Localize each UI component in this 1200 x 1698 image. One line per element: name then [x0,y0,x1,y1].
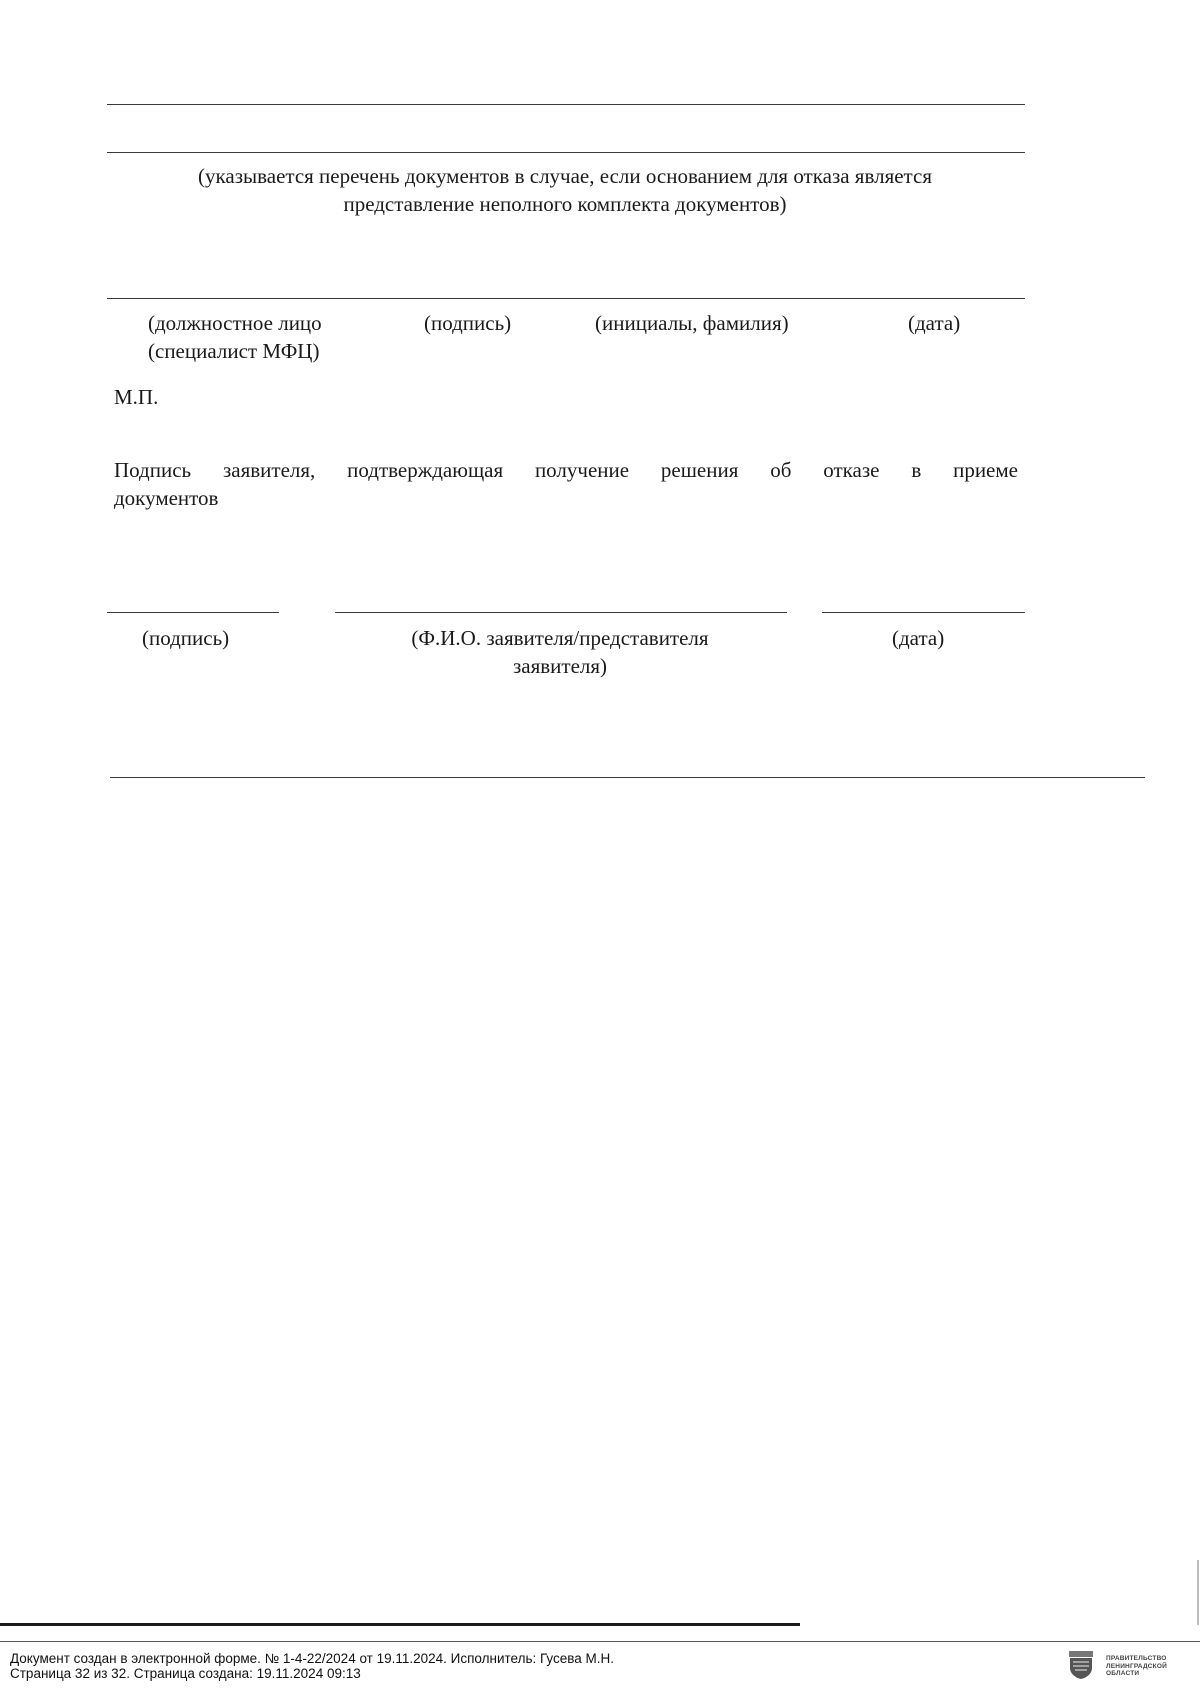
footer-thin-rule [0,1641,1200,1642]
applicant-name-label-line-1: (Ф.И.О. заявителя/представителя [411,626,709,650]
footer-line-2: Страница 32 из 32. Страница создана: 19.11.2024 09:13 [10,1666,361,1681]
stamp-place: М.П. [114,385,159,409]
official-date-label: (дата) [908,311,961,335]
logo-text-line-2: ЛЕНИНГРАДСКОЙ [1106,1662,1167,1670]
applicant-signature-label: (подпись) [142,626,230,650]
right-edge-mark [1197,1560,1199,1625]
footer-info [10,1651,960,1681]
document-list-line-2 [107,152,1025,153]
applicant-name-line [335,612,787,613]
applicant-date-label: (дата) [892,626,945,650]
official-position-label-line-1: (должностное лицо [148,311,322,335]
section-end-line [110,777,1145,778]
logo-text [1106,1655,1196,1678]
applicant-name-label-line-2: заявителя) [512,654,608,678]
footer-thick-rule [0,1623,800,1626]
government-logo [1068,1650,1196,1682]
official-name-label: (инициалы, фамилия) [595,311,789,335]
logo-text-line-1: ПРАВИТЕЛЬСТВО [1106,1655,1167,1662]
official-position-label [148,309,388,365]
footer-line-1: Документ создан в электронной форме. № 1-4-22/2024 от 19.11.2024. Исполнитель: Гусева М.Н. [10,1651,615,1666]
official-signature-line [107,298,1025,299]
applicant-confirmation-line-1: Подпись заявителя, подтверждающая получение решения об отказе в приеме [114,458,1018,482]
applicant-name-label [360,624,760,680]
documents-note-line-1: (указывается перечень документов в случае, если основанием для отказа является [198,164,932,188]
applicant-confirmation [114,456,1018,512]
documents-note [100,162,1030,218]
documents-note-line-2: представление неполного комплекта документов) [343,192,787,216]
applicant-date-line [822,612,1025,613]
applicant-signature-line [107,612,279,613]
official-position-label-line-2: (специалист МФЦ) [148,339,320,363]
document-list-line-1 [107,104,1025,105]
logo-text-line-3: ОБЛАСТИ [1106,1670,1140,1677]
official-signature-label: (подпись) [424,311,512,335]
applicant-confirmation-line-2: документов [114,486,219,510]
coat-of-arms-icon [1068,1650,1094,1680]
